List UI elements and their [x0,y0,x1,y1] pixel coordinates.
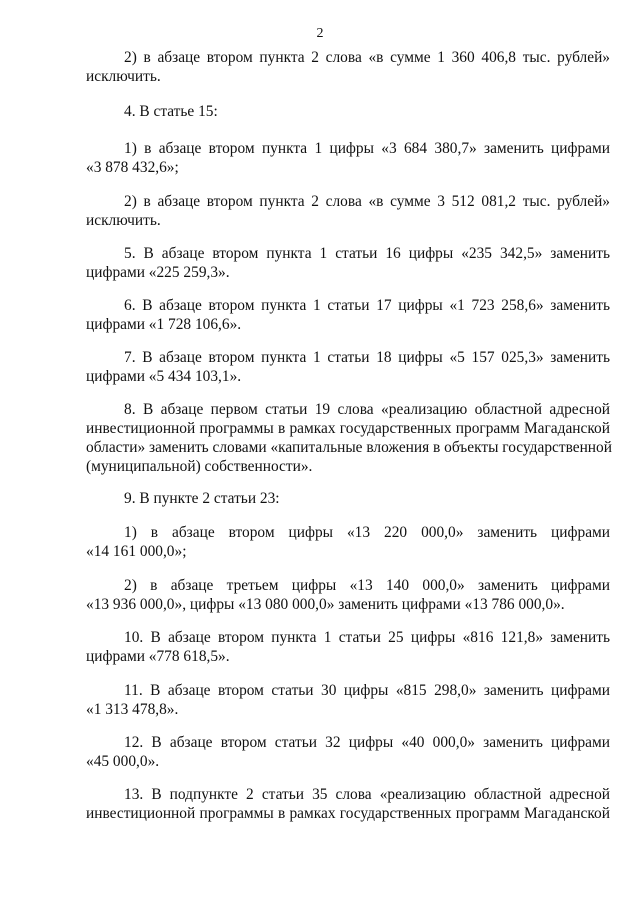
paragraph [86,628,610,666]
text-line: (муниципальной) собственности». [86,458,313,475]
text-line: 11. В абзаце втором статьи 30 цифры «815 298,0» заменить цифрами [124,682,610,699]
text-line: цифрами «778 618,5». [86,648,230,665]
page-number: 2 [316,26,324,41]
text-line: 12. В абзаце втором статьи 32 цифры «40 000,0» заменить цифрами [124,734,610,751]
text-line: 10. В абзаце втором пункта 1 статьи 25 цифры «816 121,8» заменить [124,629,610,646]
text-line: 7. В абзаце втором пункта 1 статьи 18 цифры «5 157 025,3» заменить [124,349,610,366]
text-line: цифрами «1 728 106,6». [86,316,242,333]
paragraph [86,523,610,561]
paragraph [86,400,610,476]
text-line: инвестиционной программы в рамках государственных программ Магаданской [86,420,610,437]
text-line: 2) в абзаце третьем цифры «13 140 000,0» заменить цифрами [124,577,610,594]
paragraph [86,192,610,230]
paragraph [86,48,610,86]
text-line: 9. В пункте 2 статьи 23: [124,490,280,507]
paragraph [86,733,610,771]
text-line: 13. В подпункте 2 статьи 35 слова «реализацию областной адресной [124,786,610,803]
paragraph [86,102,610,121]
paragraph [86,681,610,719]
text-line: цифрами «225 259,3». [86,264,230,281]
text-line: цифрами «5 434 103,1». [86,368,242,385]
text-line: 1) в абзаце втором пункта 1 цифры «3 684 380,7» заменить цифрами [124,140,610,157]
paragraph [86,785,610,823]
text-line: 2) в абзаце втором пункта 2 слова «в сумме 1 360 406,8 тыс. рублей» [124,49,610,66]
paragraph [86,296,610,334]
paragraph [86,489,610,508]
text-line: исключить. [86,212,161,229]
paragraph [86,139,610,177]
text-line: 2) в абзаце втором пункта 2 слова «в сумме 3 512 081,2 тыс. рублей» [124,193,610,210]
text-line: «14 161 000,0»; [86,543,187,560]
text-line: «1 313 478,8». [86,701,179,718]
paragraph [86,348,610,386]
text-line: области» заменить словами «капитальные вложения в объекты государственной [86,439,612,456]
text-line: «13 936 000,0», цифры «13 080 000,0» заменить цифрами «13 786 000,0». [86,596,565,613]
text-line: 1) в абзаце втором цифры «13 220 000,0» заменить цифрами [124,524,610,541]
text-line: 8. В абзаце первом статьи 19 слова «реализацию областной адресной [124,401,610,418]
text-line: «45 000,0». [86,753,160,770]
text-line: 4. В статье 15: [124,103,218,120]
text-line: 5. В абзаце втором пункта 1 статьи 16 цифры «235 342,5» заменить [124,245,610,262]
text-line: «3 878 432,6»; [86,159,179,176]
text-line: 6. В абзаце втором пункта 1 статьи 17 цифры «1 723 258,6» заменить [124,297,610,314]
paragraph [86,576,610,614]
paragraph [86,244,610,282]
text-line: исключить. [86,68,161,85]
text-line: инвестиционной программы в рамках государственных программ Магаданской [86,805,610,822]
